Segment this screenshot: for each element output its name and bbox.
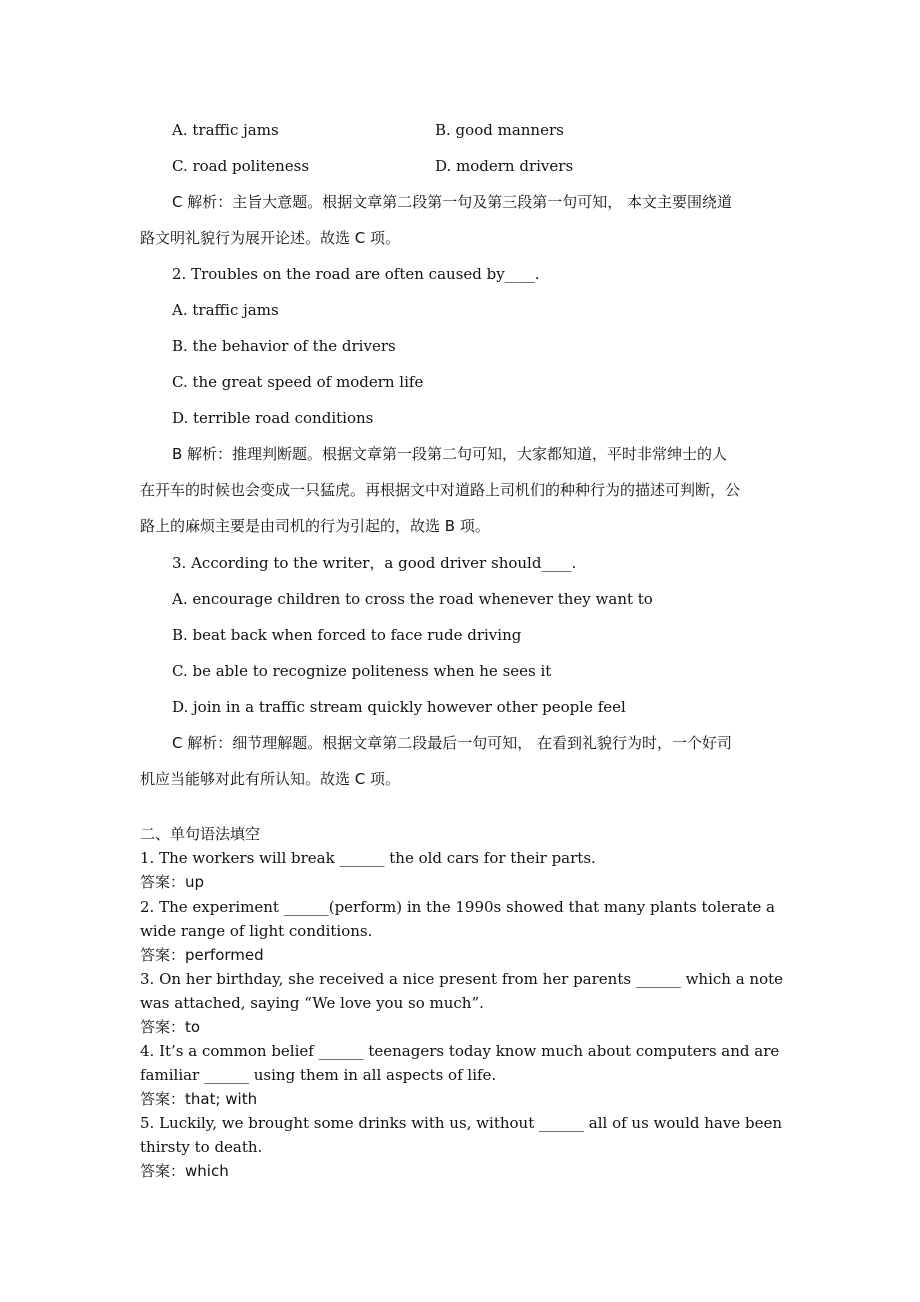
q2-analysis-line-2: 在开车的时候也会变成一只猛虎。再根据文中对道路上司机们的种种行为的描述可判断，公 xyxy=(140,481,741,499)
q1-analysis-line-1: C 解析：主旨大意题。根据文章第二段第一句及第三段第一句可知， 本文主要围绕道 xyxy=(172,193,733,211)
q3-analysis-line-1: C 解析：细节理解题。根据文章第二段最后一句可知， 在看到礼貌行为时，一个好司 xyxy=(172,734,733,752)
q3-option-c: C. be able to recognize politeness when he sees it xyxy=(172,662,552,680)
s2-item-5-line-1: 5. Luckily, we brought some drinks with us, without ______ all of us would have been xyxy=(140,1114,782,1132)
q1-option-c: C. road politeness xyxy=(172,157,310,175)
q1-option-a: A. traffic jams xyxy=(172,121,279,139)
s2-item-2-answer: 答案：performed xyxy=(140,946,264,964)
s2-item-3-line-1: 3. On her birthday, she received a nice present from her parents ______ which a note xyxy=(140,970,784,988)
q2-analysis-line-3: 路上的麻烦主要是由司机的行为引起的，故选 B 项。 xyxy=(140,517,490,535)
q2-option-d: D. terrible road conditions xyxy=(172,409,374,427)
section-2-title: 二、单句语法填空 xyxy=(140,825,261,843)
s2-item-2-line-1: 2. The experiment ______(perform) in the 1990s showed that many plants tolerate a xyxy=(140,898,775,916)
s2-item-4-line-1: 4. It’s a common belief ______ teenagers today know much about computers and are xyxy=(140,1042,780,1060)
q2-option-a: A. traffic jams xyxy=(172,301,279,319)
s2-item-5-answer: 答案：which xyxy=(140,1162,229,1180)
q3-stem: 3. According to the writer，a good driver should____. xyxy=(172,554,577,572)
s2-item-3-line-2: was attached, saying “We love you so much”. xyxy=(140,994,484,1012)
q2-analysis-line-1: B 解析：推理判断题。根据文章第一段第二句可知，大家都知道，平时非常绅士的人 xyxy=(172,445,728,463)
s2-item-3-answer: 答案：to xyxy=(140,1018,201,1036)
s2-item-4-answer: 答案：that; with xyxy=(140,1090,258,1108)
s2-item-1-answer: 答案：up xyxy=(140,873,205,891)
q3-option-a: A. encourage children to cross the road whenever they want to xyxy=(172,590,653,608)
s2-item-5-line-2: thirsty to death. xyxy=(140,1138,263,1156)
q1-option-b: B. good manners xyxy=(435,121,564,139)
q3-option-d: D. join in a traffic stream quickly however other people feel xyxy=(172,698,626,716)
q2-stem: 2. Troubles on the road are often caused by____. xyxy=(172,265,540,283)
q2-option-b: B. the behavior of the drivers xyxy=(172,337,396,355)
q1-option-d: D. modern drivers xyxy=(435,157,574,175)
q3-analysis-line-2: 机应当能够对此有所认知。故选 C 项。 xyxy=(140,770,401,788)
q1-analysis-line-2: 路文明礼貌行为展开论述。故选 C 项。 xyxy=(140,229,401,247)
s2-item-4-line-2: familiar ______ using them in all aspects of life. xyxy=(140,1066,497,1084)
q3-option-b: B. beat back when forced to face rude driving xyxy=(172,626,522,644)
q2-option-c: C. the great speed of modern life xyxy=(172,373,424,391)
s2-item-2-line-2: wide range of light conditions. xyxy=(140,922,373,940)
s2-item-1-line-1: 1. The workers will break ______ the old cars for their parts. xyxy=(140,849,596,867)
